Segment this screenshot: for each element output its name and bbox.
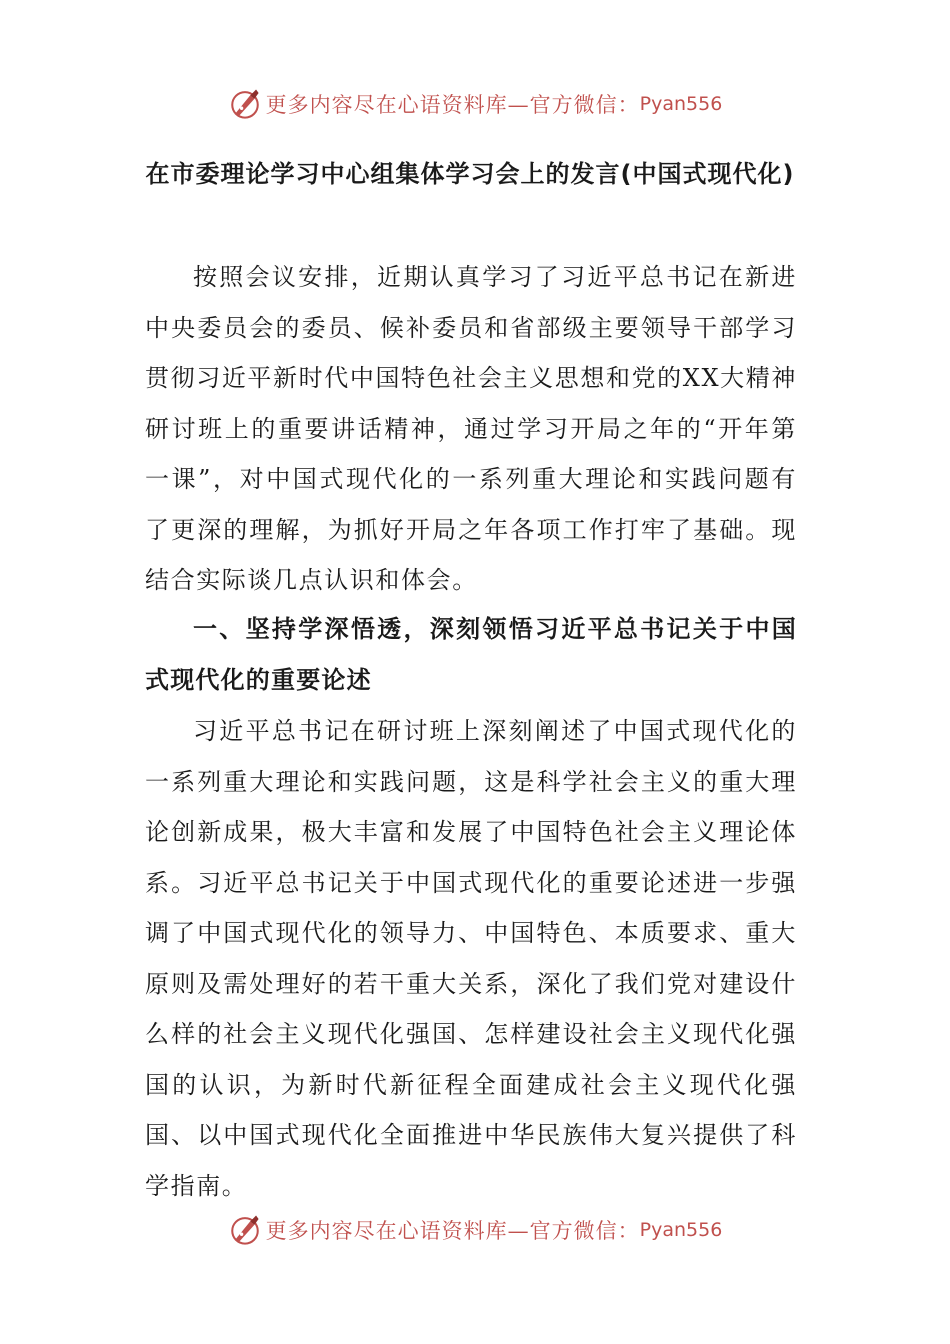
watermark-wechat-id: Pyan556	[639, 1219, 723, 1241]
body-paragraph: 习近平总书记在研讨班上深刻阐述了中国式现代化的一系列重大理论和实践问题，这是科学社会主义的重大理论创新成果，极大丰富和发展了中国特色社会主义理论体系。习近平总书记关于中国式现代化的重要论述进一步强调了中国式现代化的领导力、中国特色、本质要求、重大原则及需处理好的若干重大关系，深化了我们党对建设什么样的社会主义现代化强国、怎样建设社会主义现代化强国的认识，为新时代新征程全面建成社会主义现代化强国、以中国式现代化全面推进中华民族伟大复兴提供了科学指南。	[145, 717, 797, 1200]
watermark-text: 更多内容尽在心语资料库—官方微信：	[265, 93, 640, 117]
watermark-text: 更多内容尽在心语资料库—官方微信：	[265, 1219, 640, 1243]
pen-nib-logo-icon	[228, 1213, 262, 1247]
pen-nib-logo-icon	[228, 87, 262, 121]
watermark-footer	[0, 1210, 950, 1250]
section-heading: 一、坚持学深悟透，深刻领悟习近平总书记关于中国式现代化的重要论述	[145, 615, 797, 694]
document-title: 在市委理论学习中心组集体学习会上的发言(中国式现代化)	[145, 160, 795, 188]
watermark-wechat-id: Pyan556	[639, 93, 723, 115]
body-paragraph: 按照会议安排，近期认真学习了习近平总书记在新进中央委员会的委员、候补委员和省部级主要领导干部学习贯彻习近平新时代中国特色社会主义思想和党的XX大精神研讨班上的重要讲话精神，通过学习开局之年的“开年第一课”，对中国式现代化的一系列重大理论和实践问题有了更深的理解，为抓好开局之年各项工作打牢了基础。现结合实际谈几点认识和体会。	[145, 263, 797, 594]
watermark-header	[0, 84, 950, 124]
